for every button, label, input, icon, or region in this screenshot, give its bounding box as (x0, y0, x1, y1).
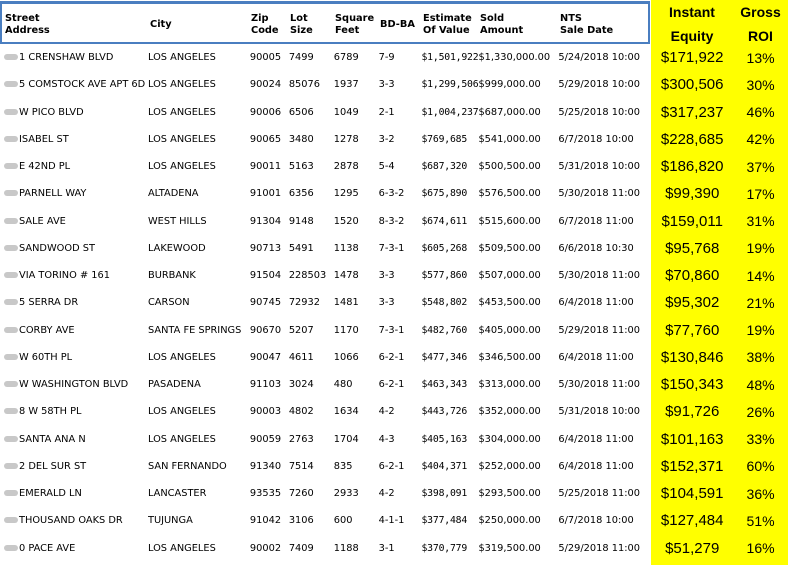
sold-amount-cell: $313,000.00 (478, 379, 541, 391)
table-row (0, 480, 788, 507)
bd-ba-cell: 8-3-2 (378, 215, 405, 227)
address-text: CORBY AVE (19, 324, 75, 336)
bd-ba-cell: 2-1 (378, 106, 395, 118)
square-feet-cell: 2933 (333, 488, 359, 500)
lot-size-cell: 3024 (288, 379, 314, 391)
bd-ba-cell: 4-2 (378, 406, 395, 418)
estimate-cell: $1,501,922 (421, 52, 479, 64)
header-street-address: Street Address (5, 13, 50, 36)
lot-size-cell: 3480 (288, 133, 314, 145)
address-text: W WASHINGTON BLVD (19, 379, 129, 391)
sale-date-cell: 5/29/2018 11:00 (558, 324, 640, 336)
estimate-cell: $443,726 (421, 406, 468, 418)
zip-code-cell: 90003 (249, 406, 282, 418)
lot-size-cell: 7514 (288, 460, 314, 472)
address-cell (0, 235, 148, 262)
square-feet-cell: 1481 (333, 297, 359, 309)
sale-date-cell: 5/29/2018 10:00 (558, 79, 640, 91)
sale-date-cell: 6/7/2018 10:00 (558, 515, 634, 527)
redacted-house-number (4, 381, 18, 387)
estimate-cell: $404,371 (421, 460, 468, 472)
table-header-box (0, 2, 650, 44)
city-cell: LOS ANGELES (147, 406, 216, 418)
address-text: ISABEL ST (19, 133, 69, 145)
zip-code-cell: 90745 (249, 297, 282, 309)
address-text: 5 COMSTOCK AVE APT 6D (19, 79, 146, 91)
gross-roi-cell: 36% (746, 485, 775, 502)
redacted-house-number (4, 490, 18, 496)
address-cell (0, 317, 148, 344)
lot-size-cell: 5491 (288, 242, 314, 254)
instant-equity-cell: $152,371 (660, 457, 724, 475)
zip-code-cell: 90059 (249, 433, 282, 445)
square-feet-cell: 2878 (333, 161, 359, 173)
address-cell (0, 208, 148, 235)
square-feet-cell: 1066 (333, 351, 359, 363)
gross-roi-cell: 30% (746, 76, 775, 93)
city-cell: TUJUNGA (147, 515, 193, 527)
estimate-cell: $477,346 (421, 351, 468, 363)
square-feet-cell: 1634 (333, 406, 359, 418)
zip-code-cell: 90005 (249, 52, 282, 64)
address-text: SANTA ANA N (19, 433, 86, 445)
sale-date-cell: 6/7/2018 10:00 (558, 133, 634, 145)
lot-size-cell: 7409 (288, 542, 314, 554)
address-text: 2 DEL SUR ST (19, 460, 87, 472)
gross-roi-cell: 26% (746, 403, 775, 420)
address-text: 0 PACE AVE (19, 542, 76, 554)
gross-roi-cell: 33% (746, 431, 775, 448)
sold-amount-cell: $250,000.00 (478, 515, 541, 527)
table-row (0, 153, 788, 180)
sale-date-cell: 6/4/2018 11:00 (558, 297, 634, 309)
square-feet-cell: 835 (333, 460, 353, 472)
bd-ba-cell: 6-2-1 (378, 351, 405, 363)
zip-code-cell: 90002 (249, 542, 282, 554)
bd-ba-cell: 6-2-1 (378, 379, 405, 391)
city-cell: LANCASTER (147, 488, 207, 500)
header-bd-ba: BD-BA (380, 19, 415, 30)
square-feet-cell: 1188 (333, 542, 359, 554)
city-cell: SANTA FE SPRINGS (147, 324, 242, 336)
table-row (0, 344, 788, 371)
estimate-cell: $769,685 (421, 133, 468, 145)
zip-code-cell: 91304 (249, 215, 282, 227)
sale-date-cell: 6/4/2018 11:00 (558, 433, 634, 445)
header-square-feet: Square Feet (335, 13, 375, 36)
address-text: EMERALD LN (19, 488, 82, 500)
sold-amount-cell: $509,500.00 (478, 242, 541, 254)
zip-code-cell: 91340 (249, 460, 282, 472)
top-rule (0, 1, 650, 2)
bd-ba-cell: 7-9 (378, 52, 395, 64)
city-cell: LOS ANGELES (147, 351, 216, 363)
gross-roi-cell: 60% (746, 458, 775, 475)
estimate-cell: $687,320 (421, 161, 468, 173)
instant-equity-cell: $101,163 (660, 430, 724, 448)
zip-code-cell: 91042 (249, 515, 282, 527)
instant-equity-cell: $70,860 (665, 267, 720, 285)
address-text: SANDWOOD ST (19, 242, 95, 254)
address-cell (0, 480, 148, 507)
gross-roi-cell: 37% (746, 158, 775, 175)
gross-roi-cell: 31% (746, 213, 775, 230)
lot-size-cell: 3106 (288, 515, 314, 527)
address-cell (0, 44, 148, 71)
lot-size-cell: 72932 (288, 297, 320, 309)
gross-roi-cell: 14% (746, 267, 775, 284)
table-row (0, 371, 788, 398)
table-row (0, 99, 788, 126)
sold-amount-cell: $507,000.00 (478, 270, 541, 282)
instant-equity-cell: $77,760 (665, 321, 720, 339)
instant-equity-cell: $99,390 (665, 185, 720, 203)
sale-date-cell: 5/24/2018 10:00 (558, 52, 640, 64)
redacted-house-number (4, 136, 18, 142)
zip-code-cell: 93535 (249, 488, 282, 500)
address-text: 8 W 58TH PL (19, 406, 82, 418)
address-cell (0, 398, 148, 425)
sale-date-cell: 5/31/2018 10:00 (558, 161, 640, 173)
table-row (0, 262, 788, 289)
sold-amount-cell: $999,000.00 (478, 79, 541, 91)
square-feet-cell: 1295 (333, 188, 359, 200)
redacted-house-number (4, 54, 18, 60)
city-cell: LOS ANGELES (147, 52, 216, 64)
city-cell: LOS ANGELES (147, 106, 216, 118)
sale-date-cell: 5/25/2018 10:00 (558, 106, 640, 118)
instant-equity-cell: $228,685 (660, 130, 724, 148)
bd-ba-cell: 3-3 (378, 297, 395, 309)
table-row (0, 208, 788, 235)
table-row (0, 180, 788, 207)
bd-ba-cell: 7-3-1 (378, 324, 405, 336)
square-feet-cell: 1520 (333, 215, 359, 227)
address-cell (0, 99, 148, 126)
gross-roi-cell: 51% (746, 512, 775, 529)
lot-size-cell: 228503 (288, 270, 327, 282)
instant-equity-cell: $91,726 (665, 403, 720, 421)
sold-amount-cell: $500,500.00 (478, 161, 541, 173)
lot-size-cell: 9148 (288, 215, 314, 227)
lot-size-cell: 5163 (288, 161, 314, 173)
sale-date-cell: 6/4/2018 11:00 (558, 351, 634, 363)
sale-date-cell: 5/25/2018 11:00 (558, 488, 640, 500)
address-cell (0, 180, 148, 207)
zip-code-cell: 91504 (249, 270, 282, 282)
lot-size-cell: 85076 (288, 79, 320, 91)
sale-date-cell: 6/4/2018 11:00 (558, 460, 634, 472)
zip-code-cell: 90713 (249, 242, 282, 254)
header-city: City (150, 19, 172, 30)
address-cell (0, 126, 148, 153)
bd-ba-cell: 3-3 (378, 270, 395, 282)
sold-amount-cell: $346,500.00 (478, 351, 541, 363)
header-instant-equity: Instant Equity (669, 4, 715, 44)
estimate-cell: $370,779 (421, 542, 468, 554)
estimate-cell: $463,343 (421, 379, 468, 391)
header-sold-amount: Sold Amount (480, 13, 524, 36)
gross-roi-cell: 19% (746, 240, 775, 257)
address-text: SALE AVE (19, 215, 66, 227)
sold-amount-cell: $405,000.00 (478, 324, 541, 336)
address-cell (0, 262, 148, 289)
city-cell: SAN FERNANDO (147, 460, 227, 472)
redacted-house-number (4, 109, 18, 115)
instant-equity-cell: $159,011 (661, 212, 723, 230)
bd-ba-cell: 7-3-1 (378, 242, 405, 254)
zip-code-cell: 90011 (249, 161, 282, 173)
sold-amount-cell: $515,600.00 (478, 215, 541, 227)
zip-code-cell: 90670 (249, 324, 282, 336)
zip-code-cell: 90024 (249, 79, 282, 91)
sold-amount-cell: $453,500.00 (478, 297, 541, 309)
gross-roi-cell: 13% (746, 49, 775, 66)
lot-size-cell: 4802 (288, 406, 314, 418)
estimate-cell: $605,268 (421, 242, 468, 254)
gross-roi-cell: 19% (746, 322, 775, 339)
zip-code-cell: 90047 (249, 351, 282, 363)
address-text: THOUSAND OAKS DR (19, 515, 123, 527)
city-cell: CARSON (147, 297, 190, 309)
gross-roi-cell: 46% (746, 104, 775, 121)
square-feet-cell: 600 (333, 515, 353, 527)
table-row (0, 44, 788, 71)
lot-size-cell: 7260 (288, 488, 314, 500)
bd-ba-cell: 3-3 (378, 79, 395, 91)
instant-equity-cell: $95,768 (665, 239, 720, 257)
redacted-house-number (4, 163, 18, 169)
redacted-house-number (4, 299, 18, 305)
address-cell (0, 426, 148, 453)
address-cell (0, 344, 148, 371)
table-row (0, 453, 788, 480)
redacted-house-number (4, 245, 18, 251)
sold-amount-cell: $576,500.00 (478, 188, 541, 200)
city-cell: LAKEWOOD (147, 242, 206, 254)
sold-amount-cell: $252,000.00 (478, 460, 541, 472)
city-cell: LOS ANGELES (147, 161, 216, 173)
square-feet-cell: 1478 (333, 270, 359, 282)
square-feet-cell: 1278 (333, 133, 359, 145)
instant-equity-cell: $95,302 (665, 294, 720, 312)
redacted-house-number (4, 408, 18, 414)
address-cell (0, 371, 148, 398)
square-feet-cell: 1704 (333, 433, 359, 445)
table-row (0, 426, 788, 453)
estimate-cell: $1,299,506 (421, 79, 479, 91)
header-nts-sale-date: NTS Sale Date (560, 13, 614, 36)
sale-date-cell: 5/30/2018 11:00 (558, 270, 640, 282)
bd-ba-cell: 3-1 (378, 542, 395, 554)
city-cell: WEST HILLS (147, 215, 207, 227)
header-estimate-of-value: Estimate Of Value (423, 13, 472, 36)
instant-equity-cell: $51,279 (665, 539, 720, 557)
table-row (0, 126, 788, 153)
gross-roi-cell: 16% (746, 540, 775, 557)
redacted-house-number (4, 81, 18, 87)
bd-ba-cell: 4-1-1 (378, 515, 405, 527)
sale-date-cell: 5/31/2018 10:00 (558, 406, 640, 418)
bd-ba-cell: 6-3-2 (378, 188, 405, 200)
gross-roi-cell: 42% (746, 131, 775, 148)
address-text: VIA TORINO # 161 (19, 270, 110, 282)
square-feet-cell: 480 (333, 379, 353, 391)
estimate-cell: $398,091 (421, 488, 468, 500)
listings-table (0, 44, 788, 562)
square-feet-cell: 1049 (333, 106, 359, 118)
estimate-cell: $577,860 (421, 270, 468, 282)
address-cell (0, 153, 148, 180)
sold-amount-cell: $541,000.00 (478, 133, 541, 145)
redacted-house-number (4, 463, 18, 469)
instant-equity-cell: $317,237 (660, 103, 724, 121)
header-gross-roi: Gross ROI (740, 4, 781, 44)
table-row (0, 317, 788, 344)
lot-size-cell: 6506 (288, 106, 314, 118)
table-row (0, 235, 788, 262)
sold-amount-cell: $319,500.00 (478, 542, 541, 554)
table-row (0, 535, 788, 562)
instant-equity-cell: $150,343 (660, 376, 724, 394)
redacted-house-number (4, 218, 18, 224)
address-cell (0, 535, 148, 562)
lot-size-cell: 2763 (288, 433, 314, 445)
bd-ba-cell: 4-2 (378, 488, 395, 500)
table-row (0, 71, 788, 98)
address-text: W PICO BLVD (19, 106, 84, 118)
square-feet-cell: 1937 (333, 79, 359, 91)
zip-code-cell: 90065 (249, 133, 282, 145)
city-cell: LOS ANGELES (147, 133, 216, 145)
address-text: 1 CRENSHAW BLVD (19, 52, 114, 64)
estimate-cell: $405,163 (421, 433, 468, 445)
estimate-cell: $482,760 (421, 324, 468, 336)
redacted-house-number (4, 327, 18, 333)
redacted-house-number (4, 354, 18, 360)
sale-date-cell: 6/7/2018 11:00 (558, 215, 634, 227)
address-text: PARNELL WAY (19, 188, 87, 200)
bd-ba-cell: 4-3 (378, 433, 395, 445)
city-cell: LOS ANGELES (147, 433, 216, 445)
sale-date-cell: 6/6/2018 10:30 (558, 242, 634, 254)
header-zip-code: Zip Code (251, 13, 279, 36)
sold-amount-cell: $687,000.00 (478, 106, 541, 118)
estimate-cell: $675,890 (421, 188, 468, 200)
table-row (0, 507, 788, 534)
square-feet-cell: 1138 (333, 242, 359, 254)
instant-equity-cell: $300,506 (660, 76, 724, 94)
address-cell (0, 289, 148, 316)
gross-roi-cell: 21% (746, 294, 775, 311)
redacted-house-number (4, 545, 18, 551)
estimate-cell: $548,802 (421, 297, 468, 309)
redacted-house-number (4, 517, 18, 523)
sale-date-cell: 5/29/2018 11:00 (558, 542, 640, 554)
city-cell: LOS ANGELES (147, 79, 216, 91)
estimate-cell: $1,004,237 (421, 106, 479, 118)
address-cell (0, 71, 148, 98)
lot-size-cell: 5207 (288, 324, 314, 336)
bd-ba-cell: 5-4 (378, 161, 395, 173)
zip-code-cell: 90006 (249, 106, 282, 118)
table-row (0, 398, 788, 425)
estimate-cell: $674,611 (421, 215, 468, 227)
estimate-cell: $377,484 (421, 515, 468, 527)
instant-equity-cell: $130,846 (660, 348, 724, 366)
gross-roi-cell: 17% (746, 185, 775, 202)
zip-code-cell: 91001 (249, 188, 282, 200)
city-cell: PASADENA (147, 379, 201, 391)
zip-code-cell: 91103 (249, 379, 282, 391)
square-feet-cell: 1170 (333, 324, 359, 336)
table-row (0, 289, 788, 316)
bd-ba-cell: 6-2-1 (378, 460, 405, 472)
lot-size-cell: 4611 (288, 351, 314, 363)
instant-equity-cell: $171,922 (660, 49, 724, 67)
instant-equity-cell: $127,484 (660, 512, 724, 530)
address-text: 5 SERRA DR (19, 297, 79, 309)
address-text: E 42ND PL (19, 161, 71, 173)
redacted-house-number (4, 436, 18, 442)
address-cell (0, 507, 148, 534)
instant-equity-cell: $104,591 (660, 485, 724, 503)
square-feet-cell: 6789 (333, 52, 359, 64)
sale-date-cell: 5/30/2018 11:00 (558, 379, 640, 391)
redacted-house-number (4, 190, 18, 196)
gross-roi-cell: 48% (746, 376, 775, 393)
sale-date-cell: 5/30/2018 11:00 (558, 188, 640, 200)
city-cell: LOS ANGELES (147, 542, 216, 554)
address-text: W 60TH PL (19, 351, 73, 363)
gross-roi-cell: 38% (746, 349, 775, 366)
bd-ba-cell: 3-2 (378, 133, 395, 145)
sold-amount-cell: $352,000.00 (478, 406, 541, 418)
sold-amount-cell: $304,000.00 (478, 433, 541, 445)
city-cell: BURBANK (147, 270, 196, 282)
instant-equity-cell: $186,820 (660, 158, 724, 176)
lot-size-cell: 6356 (288, 188, 314, 200)
header-lot-size: Lot Size (290, 13, 313, 36)
address-cell (0, 453, 148, 480)
city-cell: ALTADENA (147, 188, 199, 200)
lot-size-cell: 7499 (288, 52, 314, 64)
sold-amount-cell: $1,330,000.00 (478, 52, 551, 64)
sold-amount-cell: $293,500.00 (478, 488, 541, 500)
redacted-house-number (4, 272, 18, 278)
